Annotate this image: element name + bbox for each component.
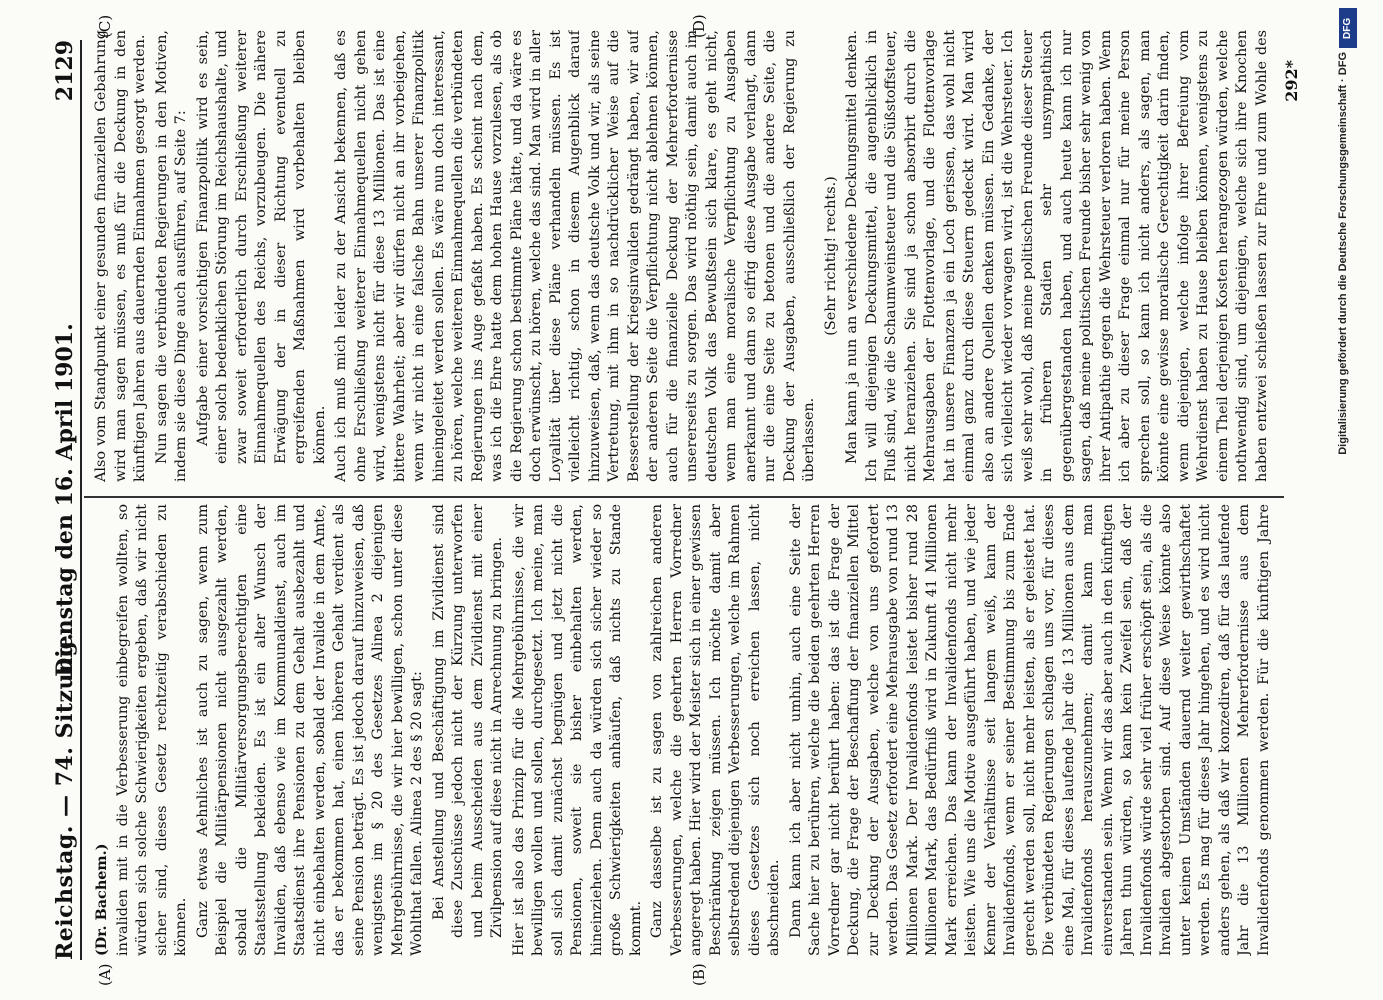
left-column — [92, 504, 1272, 956]
quotation: Bei Anstellung und Beschäftigung im Zivildienst sind diese Zuschüsse jedoch nicht der Kürzung unterworfen und beim Ausscheiden aus dem Zivildienst mit einer Zivilpension auf diese nicht in Anrechnung zu bringen. — [430, 504, 505, 938]
paragraph: invaliden mit in die Verbesserung einbegreifen wollten, so würden sich solche Schwierigkeiten ergeben, daß wir nicht sicher sind, dieses Gesetz rechtzeitig verabschieden zu können. — [114, 504, 189, 956]
paragraph: Nun sagen die verbündeten Regierungen in den Motiven, indem sie diese Dinge auch ausführen, auf Seite 7: — [153, 30, 189, 482]
margin-marker-b: (B) — [690, 963, 708, 986]
signature-mark: 292* — [1282, 60, 1301, 102]
header-left: Reichstag. — 74. Sitzung. — [52, 632, 78, 960]
column-separator — [84, 497, 1284, 499]
speaker-label: (Dr. Bachem.) — [93, 843, 110, 956]
dfg-logo-icon: DFG — [1339, 8, 1357, 48]
page-header — [48, 40, 78, 960]
margin-marker-c: (C) — [96, 14, 114, 38]
interjection: (Sehr richtig! rechts.) — [822, 176, 839, 336]
right-column — [92, 30, 1272, 482]
paragraph: Ganz dasselbe ist zu sagen von zahlreichen anderen Verbesserungen, welche die geehrten Herren Vorredner angeregt haben. Hier wird der Meister sich in einer gewissen Beschränkung zeigen müssen. Ich möchte damit aber selbstredend diejenigen Verbesserungen, welche im Rahmen dieses Gesetzes sich noch erreichen lassen, nicht abschneiden. — [649, 504, 782, 956]
paragraph: Man kann ja nun an verschiedene Deckungsmittel denken. Ich will diejenigen Deckungsmittel, die augenblicklich in Fluß sind, wie die Schaumweinsteuer und die Süßstoffsteuer, nicht heranziehen. Sie sind ja schon absorbirt durch die Mehrausgaben der Flottenvorlage, und die Flottenvorlage hat in unsere Finanzen ja ein Loch gerissen, das wohl nicht einmal ganz durch diese Steuern gedeckt wird. Man wird also an andere Quellen denken müssen. Ein Gedanke, der sich vielleicht wieder vorwagen wird, ist die Wehrsteuer. Ich weiß sehr wohl, daß meine politischen Freunde dieser Steuer in früheren Stadien sehr unsympathisch gegenübergestanden haben, und auch heute kann ich nur sagen, daß meine politischen Freunde bisher sehr wenig von ihrer Antipathie gegen die Wehrsteuer verloren haben. Wenn ich aber zu dieser Frage einmal nur für meine Person sprechen soll, so kann ich nicht anders, als sagen, man könnte eine gewisse moralische Gerechtigkeit darin finden, wenn diejenigen, welche infolge ihrer Befreiung vom Wehrdienst haben zu Hause bleiben können, wenigstens zu einem Theil derjenigen Kosten herangezogen würden, welche nothwendig sind, um diejenigen, welche sich ihre Knochen haben entzwei schießen lassen zur Ehre und zum Wohle des — [844, 30, 1270, 482]
page-number: 2129 — [52, 40, 78, 102]
margin-marker-d: (D) — [690, 14, 708, 38]
header-rule — [80, 40, 82, 960]
side-credit-strip — [1337, 0, 1377, 1000]
paragraph: Dann kann ich aber nicht umhin, auch eine Seite der Sache hier zu berühren, welche die beiden geehrten Herren Vorredner gar nicht berührt haben: das ist die Frage der Deckung, die Frage der Beschaffung der finanziellen Mittel zur Deckung der Ausgaben, welche von uns gefordert werden. Das Gesetz erfordert eine Mehrausgabe von rund 13 Millionen Mark. Der Invalidenfonds leistet bisher rund 28 Millionen Mark, das Bedürfniß wird in Zukunft 41 Millionen Mark erreichen. Das kann der Invalidenfonds nicht mehr leisten. Wie uns die Motive ausgeführt haben, und wie jeder Kenner der Verhältnisse seit langem weiß, kann der Invalidenfonds, wenn er seiner Bestimmung bis zum Ende gerecht werden soll, nicht mehr leisten, als er geleistet hat. Die verbündeten Regierungen schlagen uns vor, für dieses eine Mal, für dieses laufende Jahr die 13 Millionen aus dem Invalidenfonds herauszunehmen; damit kann man einverstanden sein. Wenn wir das aber auch in den künftigen Jahren thun würden, so kann kein Zweifel sein, daß der Invalidenfonds würde sehr viel früher erschöpft sein, als die Invaliden abgestorben sind. Auf diese Weise könnte also unter keinen Umständen dauernd weiter gewirthschaftet werden. Es mag für dieses Jahr hingehen, und es wird nicht anders gehen, als daß wir konzediren, daß für das laufende Jahr die 13 Millionen Mehrerfordernisse aus dem Invalidenfonds genommen werden. Für die künftigen Jahre — [787, 504, 1272, 956]
margin-marker-a: (A) — [96, 963, 114, 986]
page-footer — [1282, 0, 1302, 1000]
paragraph: Hier ist also das Prinzip für die Mehrgebührnisse, die wir bewilligen wollen und sollen, durchgesetzt. Ich meine, man soll sich damit zunächst begnügen und jetzt nicht die Pensionen, soweit sie bisher einbehalten werden, hineinziehen. Denn auch da würden sich sicher wieder so große Schwierigkeiten anhäufen, daß nichts zu Stande kommt. — [510, 504, 644, 956]
paragraph: Auch ich muß mich leider zu der Ansicht bekennen, daß es ohne Erschließung weiterer Einnahmequellen nicht gehen wird, wenigstens nicht für diese 13 Millionen. Das ist eine bittere Wahrheit; aber wir dürfen nicht an ihr vorbeigehen, wenn wir nicht in eine falsche Bahn unserer Finanzpolitik hineingeleitet werden sollen. Es wäre nun doch interessant, zu hören, welche weiteren Einnahmequellen die verbündeten Regierungen ins Auge gefaßt haben. Es scheint nach dem, was ich die Ehre hatte dem hohen Hause vorzulesen, als ob die Regierung schon bestimmte Pläne hätte, und da wäre es doch erwünscht, zu hören, welche das sind. Man wird in aller Loyalität über diese Pläne verhandeln müssen. Es ist vielleicht richtig, schon in diesem Augenblick darauf hinzuweisen, daß, wenn das deutsche Volk und wir, als seine Vertretung, mit ihm in so nachdrücklicher Weise auf die Besserstellung der Kriegsinvaliden gedrängt haben, wir auf der anderen Seite die Verpflichtung nicht ablehnen können, auch für die finanzielle Deckung der Mehrerfordernisse unsererseits zu sorgen. Das wird nöthig sein, damit auch im deutschen Volk das Bewußtsein sich klare, es geht nicht, wenn man eine moralische Verpflichtung zu Ausgaben anerkannt und dann so eifrig diese Ausgabe verlangt, dann nur die eine Seite zu betonen und die andere Seite, die Deckung der Ausgaben, ausschließlich der Regierung zu überlassen. — [333, 30, 817, 482]
digitization-credit: Digitalisierung gefördert durch die Deutsche Forschungsgemeinschaft · DFG — [1337, 52, 1349, 455]
paragraph: Ganz etwas Aehnliches ist auch zu sagen, wenn zum Beispiel die Militärpensionen nicht ausgezahlt werden, sobald die Militärversorgungsberechtigten eine Staatsstellung bekleiden. Es ist ein alter Wunsch der Invaliden, daß ebenso wie im Kommunaldienst, auch im Staatsdienst ihre Pensionen zu dem Gehalt ausbezahlt und nicht einbehalten werden, sobald der Invalide in dem Amte, das er bekommen hat, einen höheren Gehalt verdient als seine Pension beträgt. Es ist jedoch darauf hinzuweisen, daß wenigstens im § 20 des Gesetzes Alinea 2 diejenigen Mehrgebührnisse, die wir hier bewilligen, schon unter diese Wohlthat fallen. Alinea 2 des § 20 sagt: — [194, 504, 425, 956]
paragraph: Also vom Standpunkt einer gesunden finanziellen Gebahrung wird man sagen müssen, es muß für die Deckung in den künftigen Jahren aus dauernden Einnahmen gesorgt werden. — [93, 30, 148, 482]
header-date: Dienstag den 16. April 1901. — [52, 323, 78, 677]
quotation: Aufgabe einer vorsichtigen Finanzpolitik wird es sein, einer solch bedenklichen Störung im Reichshaushalte, und zwar soweit erforderlich durch Erschließung weiterer Einnahmequellen des Reichs, vorzubeugen. Die nähere Erwägung der in dieser Richtung eventuell zu ergreifenden Maßnahmen wird vorbehalten bleiben können. — [194, 30, 328, 464]
